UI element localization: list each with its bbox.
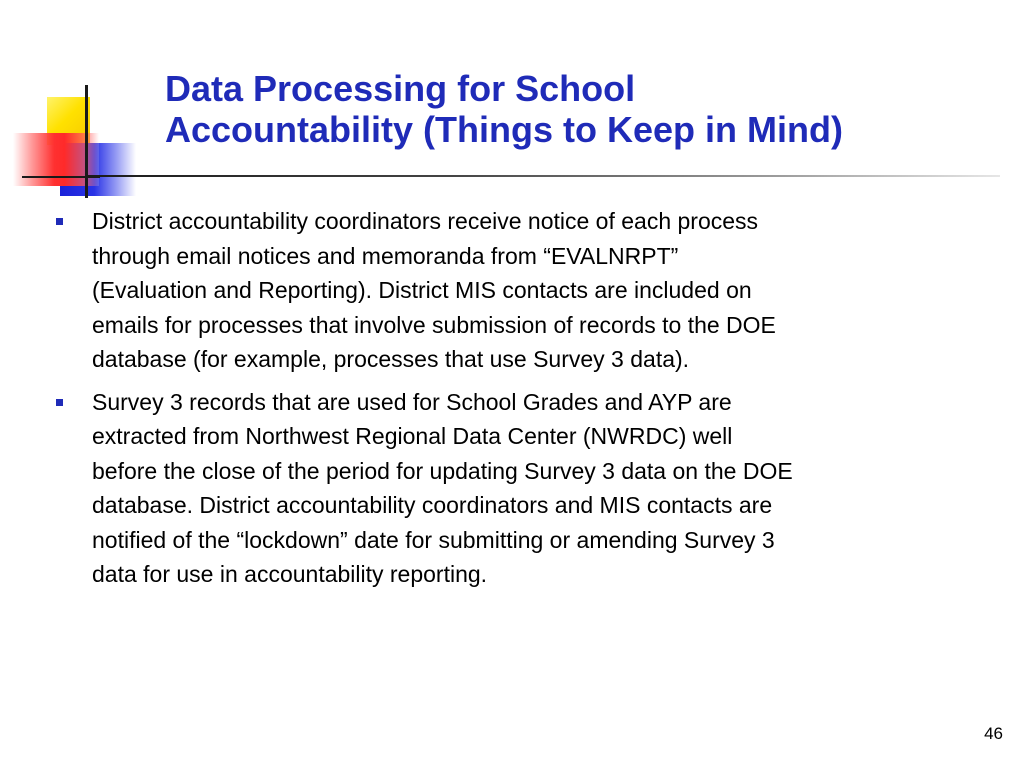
bullet-line: database (for example, processes that use Survey 3 data). (92, 346, 690, 372)
bullet-line: District accountability coordinators receive notice of each process (92, 208, 759, 234)
bullet-line: through email notices and memoranda from “EVALNRPT” (92, 242, 679, 269)
bullet-text (92, 385, 982, 592)
page-number: 46 (984, 724, 1003, 743)
bullet-item (52, 385, 982, 592)
bullet-line: database. District accountability coordinators and MIS contacts are (92, 492, 773, 518)
bullet-line: data for use in accountability reporting. (92, 561, 488, 587)
slide-title (165, 68, 985, 150)
bullet-line: Survey 3 records that are used for School Grades and AYP are (92, 388, 732, 415)
bullet-line: before the close of the period for updating Survey 3 data on the DOE (92, 457, 793, 484)
logo-vertical-line (85, 85, 88, 198)
square-bullet-icon (56, 218, 63, 225)
bullet-item (52, 204, 982, 377)
slide-title-line: Accountability (Things to Keep in Mind) (165, 109, 843, 150)
bullet-line: (Evaluation and Reporting). District MIS contacts are included on (92, 277, 752, 303)
bullet-text (92, 204, 982, 377)
bullet-line: emails for processes that involve submission of records to the DOE (92, 311, 776, 338)
bullet-list (52, 204, 982, 600)
slide-title-line: Data Processing for School (165, 68, 636, 109)
square-bullet-icon (56, 399, 63, 406)
bullet-line: extracted from Northwest Regional Data Center (NWRDC) well (92, 423, 733, 449)
bullet-line: notified of the “lockdown” date for submitting or amending Survey 3 (92, 526, 775, 553)
title-divider (85, 175, 1000, 177)
